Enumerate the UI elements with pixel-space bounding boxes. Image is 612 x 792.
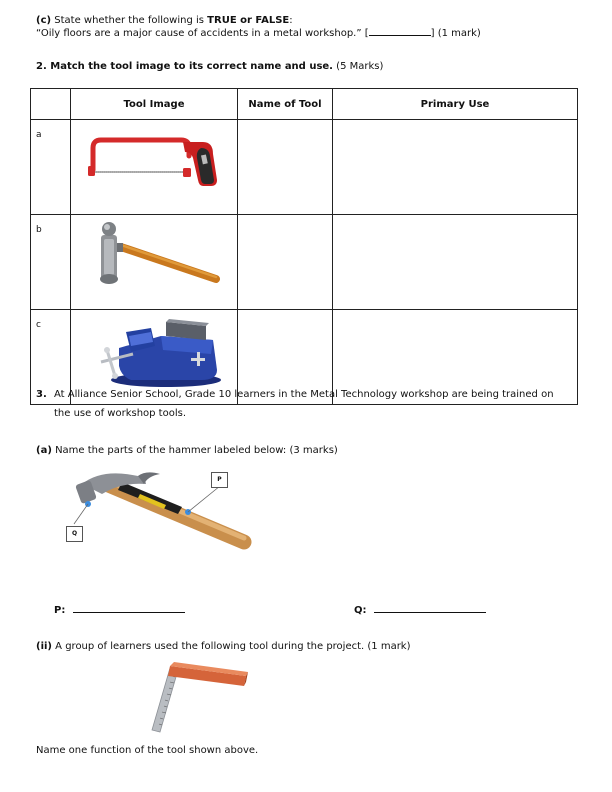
q3-intro-line1 [36,388,602,401]
question-1c [36,14,596,40]
answer-p-label: P: [54,605,66,616]
answer-q-label: Q: [354,605,367,616]
q3ii-prefix: (ii) [36,641,52,652]
question-3-intro [36,388,602,420]
match-table [30,88,578,405]
q1c-statement: “Oily floors are a major cause of accidents in a metal workshop.” [ [36,28,369,39]
q2-title: 2. Match the tool image to its correct name and use. [36,61,333,72]
answer-q [354,604,486,617]
table-row [31,215,578,310]
label-pointer-lines [60,466,230,546]
q1c-colon: : [289,15,293,26]
header-name-of-tool: Name of Tool [238,89,333,120]
hacksaw-image [71,120,238,204]
q3-number: 3. [36,389,47,400]
question-3a [36,444,338,457]
tool-image-cell [71,120,238,215]
q3ii-text: A group of learners used the following tool during the project. (1 mark) [52,641,411,652]
answer-p [54,604,185,617]
q1c-bracket-end: ] [430,28,435,39]
table-row [31,120,578,215]
header-primary-use: Primary Use [333,89,578,120]
q1c-text: State whether the following is [51,15,208,26]
q2-marks: (5 Marks) [332,61,384,72]
primary-use-answer-a[interactable] [333,120,578,215]
q3-intro-line1-text: At Alliance Senior School, Grade 10 learners in the Metal Technology workshop are being trained on [54,389,554,400]
q1c-marks: (1 mark) [434,28,481,39]
label-q-box: Q [66,526,83,542]
header-tool-image: Tool Image [71,89,238,120]
answer-p-blank[interactable] [73,612,185,613]
try-square-image [148,660,252,734]
row-label: a [31,120,71,215]
label-p-box: P [211,472,228,488]
header-blank [31,89,71,120]
q3-intro-line2: the use of workshop tools. [54,408,187,419]
function-prompt: Name one function of the tool shown above. [36,745,259,756]
answer-q-blank[interactable] [374,612,486,613]
q1c-true-false: TRUE or FALSE [207,15,290,26]
q3a-prefix: (a) [36,445,52,456]
tool-name-answer-a[interactable] [238,120,333,215]
row-label: c [31,310,71,405]
table-header-row [31,89,578,120]
q1c-line2 [36,27,596,40]
q3a-text: Name the parts of the hammer labeled below: (3 marks) [51,445,338,456]
question-3ii [36,640,411,653]
q1c-answer-blank[interactable] [369,35,431,36]
q1c-prefix: (c) [36,15,52,26]
bench-vice-image [71,310,238,394]
tool-image-cell [71,215,238,310]
primary-use-answer-b[interactable] [333,215,578,310]
tool-name-answer-b[interactable] [238,215,333,310]
q1c-line1 [36,14,596,27]
row-label: b [31,215,71,310]
question-2-heading [36,60,383,73]
ball-peen-hammer-image [71,215,238,299]
